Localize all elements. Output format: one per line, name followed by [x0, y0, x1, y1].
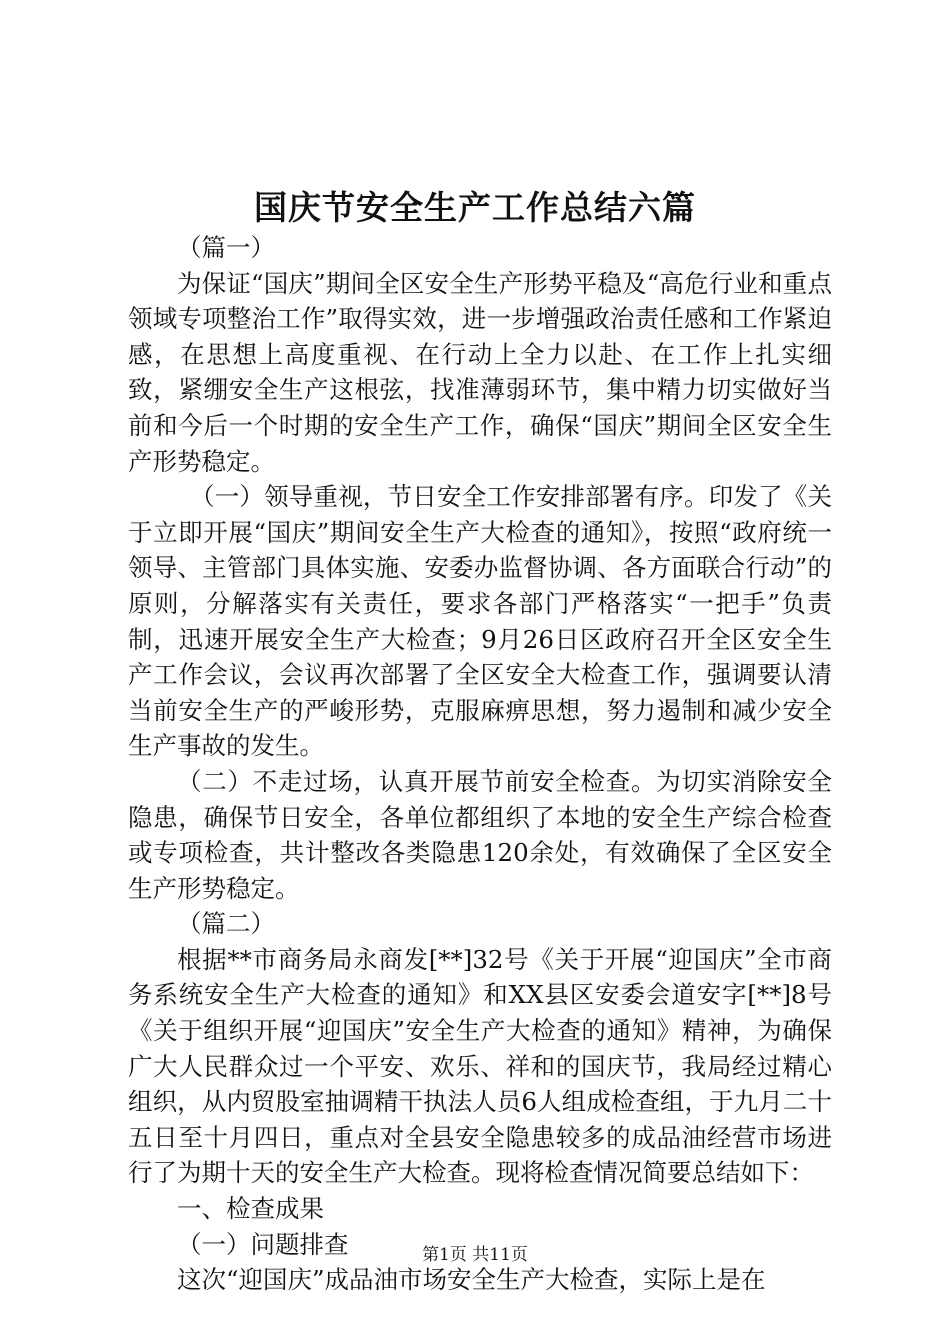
- body-paragraph: （一）领导重视，节日安全工作安排部署有序。印发了《关于立即开展“国庆”期间安全生产大检查的通知》，按照“政府统一领导、主管部门具体实施、安委办监督协调、各方面联合行动”的原则，分解落实有关责任，要求各部门严格落实“一把手”负责制，迅速开展安全生产大检查；9月26日区政府召开全区安全生产工作会议，会议再次部署了全区安全大检查工作，强调要认清当前安全生产的严峻形势，克服麻痹思想，努力遏制和减少安全生产事故的发生。: [128, 482, 832, 761]
- subheading: 一、检查成果: [177, 1194, 324, 1224]
- section-heading-part-two: （篇二）: [177, 909, 275, 939]
- body-paragraph: （二）不走过场，认真开展节前安全检查。为切实消除安全隐患，确保节日安全，各单位都组织了本地的安全生产综合检查或专项检查，共计整改各类隐患120余处，有效确保了全区安全生产形势稳定。: [128, 766, 832, 903]
- subheading: （一）问题排查: [177, 1229, 349, 1259]
- body-paragraph: 根据**市商务局永商发[**]32号《关于开展“迎国庆”全市商务系统安全生产大检查的通知》和XX县区安委会道安字[**]8号《关于组织开展“迎国庆”安全生产大检查的通知》精神，为确保广大人民群众过一个平安、欢乐、祥和的国庆节，我局经过精心组织，从内贸股室抽调精干执法人员6人组成检查组，于九月二十五日至十月四日，重点对全县安全隐患较多的成品油经营市场进行了为期十天的安全生产大检查。现将检查情况简要总结如下：: [128, 944, 832, 1188]
- document-body: [128, 230, 832, 1298]
- section-heading-part-one: （篇一）: [177, 233, 275, 262]
- document-title: 国庆节安全生产工作总结六篇: [254, 188, 696, 227]
- page-number-footer: 第1页 共11页: [422, 1245, 528, 1265]
- body-paragraph: 这次“迎国庆”成品油市场安全生产大检查，实际上是在: [177, 1265, 766, 1295]
- body-paragraph: 为保证“国庆”期间全区安全生产形势平稳及“高危行业和重点领域专项整治工作”取得实效，进一步增强政治责任感和工作紧迫感，在思想上高度重视、在行动上全力以赴、在工作上扎实细致，紧绷安全生产这根弦，找准薄弱环节，集中精力切实做好当前和今后一个时期的安全生产工作，确保“国庆”期间全区安全生产形势稳定。: [128, 268, 832, 476]
